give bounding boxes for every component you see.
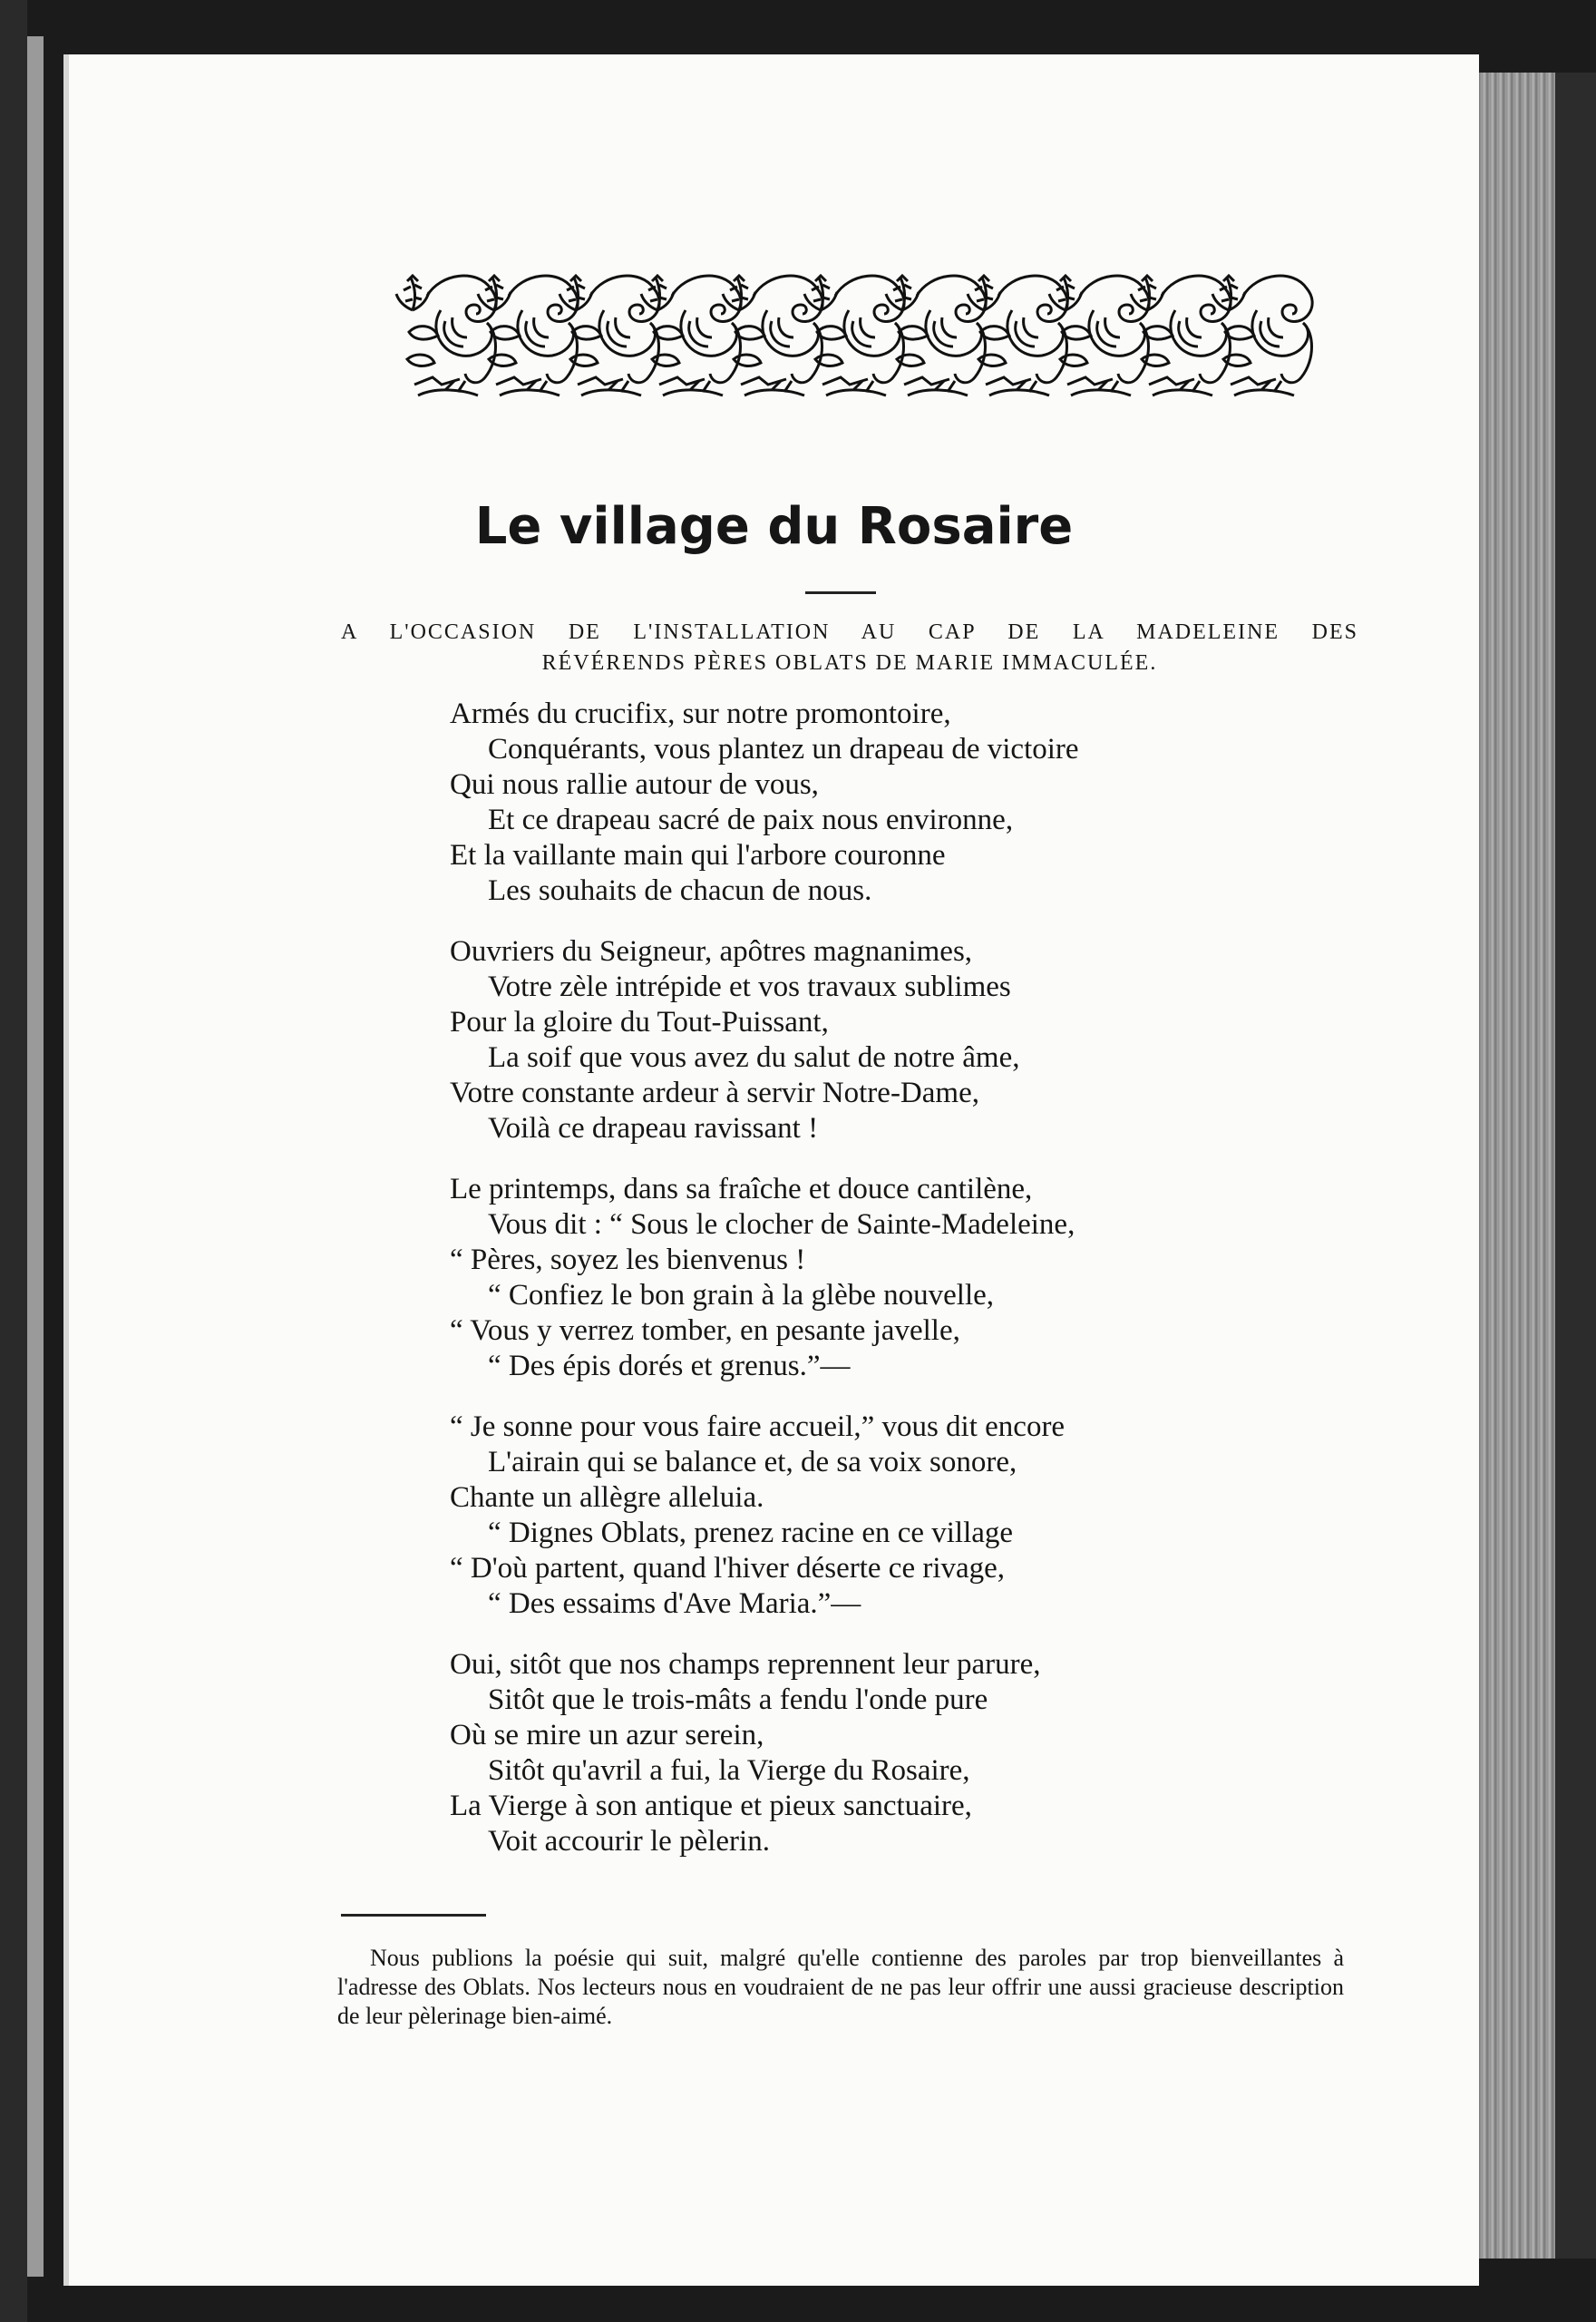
stanza-4 (450, 1410, 1338, 1622)
book-spine-shadow (27, 36, 44, 2277)
verse: Voilà ce drapeau ravissant ! (488, 1112, 819, 1145)
verse: Pour la gloire du Tout-Puissant, (450, 1006, 829, 1039)
verse: La Vierge à son antique et pieux sanctuaire, (450, 1790, 972, 1822)
verse: “ Je sonne pour vous faire accueil,” vous dit encore (450, 1410, 1066, 1443)
verse: “ Des épis dorés et grenus.”— (488, 1350, 851, 1382)
stanza-3 (450, 1172, 1338, 1384)
verse: L'airain qui se balance et, de sa voix sonore, (488, 1446, 1017, 1478)
verse: “ Confiez le bon grain à la glèbe nouvelle, (488, 1279, 995, 1312)
verse: Qui nous rallie autour de vous, (450, 768, 819, 801)
book-cover-edge (1555, 73, 1596, 2259)
verse: Et la vaillante main qui l'arbore couronne (450, 839, 946, 872)
editorial-footnote: Nous publions la poésie qui suit, malgré qu'elle contienne des paroles par trop bienveillantes à l'adresse des Oblats. Nos lecteurs nous en voudraient de ne pas leur offrir une aussi gracieuse description de leur pèlerinage bien-aimé. (337, 1945, 1344, 2029)
verse: Chante un allègre alleluia. (450, 1481, 764, 1514)
book-page (63, 54, 1479, 2286)
verse: Sitôt que le trois-mâts a fendu l'onde pure (488, 1683, 988, 1716)
verse: “ Pères, soyez les bienvenus ! (450, 1244, 806, 1276)
verse: “ Vous y verrez tomber, en pesante javelle, (450, 1314, 960, 1347)
verse: “ Des essaims d'Ave Maria.”— (488, 1587, 861, 1620)
page-edges (1474, 73, 1555, 2259)
verse: “ D'où partent, quand l'hiver déserte ce rivage, (450, 1552, 1006, 1585)
dedication-line-1: A L'OCCASION DE L'INSTALLATION AU CAP DE LA MADELEINE DES (341, 620, 1358, 644)
verse: Oui, sitôt que nos champs reprennent leur parure, (450, 1648, 1041, 1681)
verse: Le printemps, dans sa fraîche et douce cantilène, (450, 1173, 1033, 1205)
verse: Voit accourir le pèlerin. (488, 1825, 770, 1858)
poem-title: Le village du Rosaire (474, 497, 1074, 556)
verse: Ouvriers du Seigneur, apôtres magnanimes, (450, 935, 973, 968)
floral-ornament-header (391, 268, 1316, 414)
book-binding-edge (0, 0, 27, 2322)
verse: Armés du crucifix, sur notre promontoire, (450, 698, 951, 730)
verse: Les souhaits de chacun de nous. (488, 874, 872, 907)
verse: La soif que vous avez du salut de notre âme, (488, 1041, 1020, 1074)
verse: Vous dit : “ Sous le clocher de Sainte-Madeleine, (488, 1208, 1075, 1241)
verse: Votre zèle intrépide et vos travaux sublimes (488, 971, 1011, 1003)
verse: “ Dignes Oblats, prenez racine en ce village (488, 1517, 1014, 1549)
poem-dedication (341, 617, 1358, 678)
dedication-line-2: RÉVÉRENDS PÈRES OBLATS DE MARIE IMMACULÉE. (541, 651, 1158, 675)
title-divider (805, 591, 876, 594)
stanza-2 (450, 934, 1338, 1146)
footnote-divider (341, 1914, 486, 1917)
stanza-1 (450, 697, 1338, 909)
poem-body (450, 697, 1338, 1885)
verse: Où se mire un azur serein, (450, 1719, 764, 1751)
verse: Votre constante ardeur à servir Notre-Dame, (450, 1077, 979, 1109)
verse: Sitôt qu'avril a fui, la Vierge du Rosaire, (488, 1754, 970, 1787)
verse: Et ce drapeau sacré de paix nous environne, (488, 804, 1014, 836)
stanza-5 (450, 1647, 1338, 1859)
verse: Conquérants, vous plantez un drapeau de victoire (488, 733, 1079, 766)
